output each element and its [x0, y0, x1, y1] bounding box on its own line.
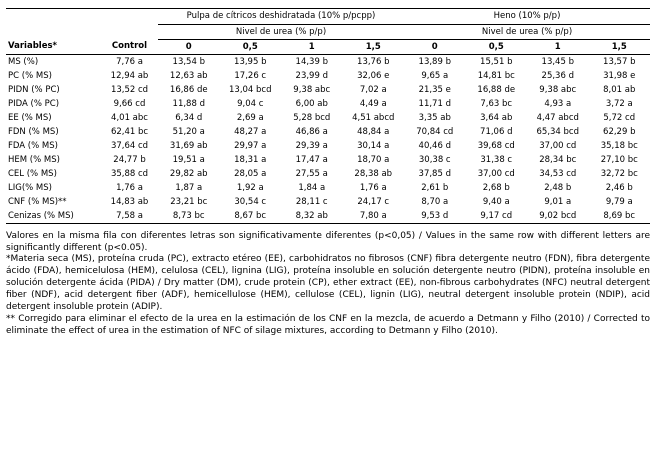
- column-header-urea-15: 1,5: [343, 39, 405, 54]
- footnote-correction: ** Corregido para eliminar el efecto de la urea en la estimación de los CNF en la mezcla, de acuerdo a Detmann y Filho (2010) / Corrected to eliminate the effect of urea in the estimation of NFC of silage mixtures, according to Detmann y Filho (2010).: [6, 313, 650, 336]
- data-cell: 27,55 a: [295, 168, 328, 179]
- footnotes: [6, 231, 650, 338]
- data-cell: 27,10 bc: [600, 154, 638, 165]
- table-row: [6, 69, 650, 83]
- data-cell: 3,35 ab: [418, 112, 451, 123]
- data-cell: 17,47 a: [295, 154, 328, 165]
- data-cell: 9,66 cd: [113, 98, 146, 109]
- data-cell: 39,68 cd: [477, 140, 515, 151]
- variable-name: PIDN (% PC): [8, 84, 60, 95]
- table-row: [6, 83, 650, 97]
- data-cell: 9,02 bcd: [527, 209, 589, 224]
- variable-name: FDA (% MS): [8, 140, 58, 151]
- data-cell: 16,86 de: [169, 84, 208, 95]
- data-cell: 9,40 a: [482, 196, 510, 207]
- data-cell: 7,80 a: [343, 209, 405, 224]
- data-cell: 9,79 a: [605, 196, 633, 207]
- data-cell: 29,82 ab: [169, 168, 208, 179]
- variable-name: MS (%): [8, 56, 39, 67]
- data-cell: 1,92 a: [236, 182, 264, 193]
- data-cell: 32,06 e: [357, 70, 390, 81]
- table-row: [6, 139, 650, 153]
- data-cell: 1,87 a: [175, 182, 203, 193]
- data-cell: 15,51 b: [480, 56, 513, 67]
- data-cell: 28,38 ab: [354, 168, 393, 179]
- data-cell: 16,88 de: [477, 84, 516, 95]
- data-cell: 13,95 b: [234, 56, 267, 67]
- table-row: [6, 195, 650, 209]
- footnote-significance: Valores en la misma fila con diferentes letras son significativamente diferentes (p<0,05) / Values in the same row with different letters are significantly different (p<0.05).: [6, 230, 650, 253]
- data-cell: 18,70 a: [357, 154, 390, 165]
- data-cell: 8,73 bc: [158, 209, 220, 224]
- data-cell: 23,99 d: [295, 70, 328, 81]
- variable-name: CEL (% MS): [8, 168, 57, 179]
- data-cell: 7,76 a: [116, 56, 143, 67]
- data-cell: 65,34 bcd: [536, 126, 579, 137]
- data-cell: 70,84 cd: [416, 126, 454, 137]
- data-cell: 5,72 cd: [603, 112, 636, 123]
- data-cell: 62,29 b: [603, 126, 636, 137]
- data-cell: 9,17 cd: [466, 209, 528, 224]
- data-cell: 29,97 a: [234, 140, 267, 151]
- data-cell: 29,39 a: [295, 140, 328, 151]
- data-cell: 14,81 bc: [477, 70, 515, 81]
- data-cell: 5,28 bcd: [293, 112, 331, 123]
- data-cell: 37,00 cd: [539, 140, 577, 151]
- footnote-abbreviations: *Materia seca (MS), proteína cruda (PC), extracto etéreo (EE), carbohidratos no fibrosos (CNF) fibra detergente neutro (FDN), fibra detergente ácido (FDA), hemicelulosa (HEM), celulosa (CEL), lignina (LIG), proteína insoluble en solución detergente neutro (PIDN), proteína insoluble en solución detergente ácida (PIDA) / Dry matter (DM), crude protein (CP), ether extract (EE), non-fibrous carbohydrates (NFC) neutral detergent fiber (NDF), acid detergent fiber (ADF), hemicellulose (HEM), cellulose (CEL), lignin (LIG), neutral detergent insoluble protein (NDIP), acid detergent insoluble protein (ADIP).: [6, 254, 650, 312]
- data-cell: 31,38 c: [480, 154, 513, 165]
- urea-level-header-pulpa: Nivel de urea (% p/p): [158, 24, 404, 39]
- urea-header-row: [6, 24, 650, 39]
- data-cell: 21,35 e: [418, 84, 451, 95]
- data-cell: 13,04 bcd: [229, 84, 272, 95]
- data-cell: 4,49 a: [359, 98, 387, 109]
- data-cell: 71,06 d: [480, 126, 513, 137]
- table-row: [6, 125, 650, 139]
- table-row: [6, 97, 650, 111]
- data-cell: 9,04 c: [237, 98, 264, 109]
- data-cell: 4,93 a: [544, 98, 572, 109]
- data-cell: 13,54 b: [172, 56, 205, 67]
- data-cell: 28,34 bc: [539, 154, 577, 165]
- column-header-urea-05: 0,5: [220, 39, 282, 54]
- data-cell: 9,53 d: [404, 209, 466, 224]
- data-cell: 35,18 bc: [600, 140, 638, 151]
- data-cell: 48,84 a: [357, 126, 390, 137]
- data-cell: 18,31 a: [234, 154, 267, 165]
- data-cell: 46,86 a: [295, 126, 328, 137]
- data-cell: 3,72 a: [605, 98, 633, 109]
- group-header-pulpa: Pulpa de cítricos deshidratada (10% p/pcpp): [158, 9, 404, 25]
- column-header-control: Control: [101, 39, 158, 54]
- results-table: [6, 8, 650, 224]
- table-head: [6, 9, 650, 55]
- data-cell: 6,34 d: [175, 112, 203, 123]
- data-cell: 2,46 b: [605, 182, 633, 193]
- data-cell: 48,27 a: [234, 126, 267, 137]
- data-cell: 9,38 abc: [293, 84, 331, 95]
- blank-cell: [6, 9, 158, 25]
- data-cell: 9,01 a: [544, 196, 572, 207]
- data-cell: 19,51 a: [172, 154, 205, 165]
- data-cell: 9,65 a: [421, 70, 449, 81]
- data-cell: 2,48 b: [544, 182, 572, 193]
- urea-level-header-heno: Nivel de urea (% p/p): [404, 24, 650, 39]
- data-cell: 14,39 b: [295, 56, 328, 67]
- column-header-row: [6, 39, 650, 54]
- data-cell: 7,02 a: [359, 84, 387, 95]
- data-cell: 14,83 ab: [110, 196, 149, 207]
- table-row: [6, 181, 650, 195]
- column-header-urea-1: 1: [281, 39, 343, 54]
- data-cell: 17,26 c: [234, 70, 267, 81]
- data-cell: 9,38 abc: [539, 84, 577, 95]
- variable-name: PIDA (% PC): [8, 98, 60, 109]
- data-cell: 13,57 b: [603, 56, 636, 67]
- data-cell: 31,69 ab: [169, 140, 208, 151]
- variable-name: LIG(% MS): [8, 182, 52, 193]
- data-cell: 23,21 bc: [170, 196, 208, 207]
- data-cell: 8,69 bc: [589, 209, 651, 224]
- data-cell: 51,20 a: [172, 126, 205, 137]
- blank-cell: [6, 24, 158, 39]
- data-cell: 35,88 cd: [110, 168, 149, 179]
- data-cell: 13,89 b: [418, 56, 451, 67]
- data-cell: 62,41 bc: [110, 126, 149, 137]
- data-cell: 32,72 bc: [600, 168, 638, 179]
- column-header-urea-1: 1: [527, 39, 589, 54]
- table-row: [6, 153, 650, 167]
- data-cell: 2,61 b: [421, 182, 449, 193]
- data-cell: 8,32 ab: [281, 209, 343, 224]
- variable-name: PC (% MS): [8, 70, 52, 81]
- column-header-variables: Variables*: [6, 39, 101, 54]
- variable-name: Cenizas (% MS): [6, 209, 101, 224]
- data-cell: 1,84 a: [298, 182, 326, 193]
- table-body: [6, 54, 650, 223]
- data-cell: 8,67 bc: [220, 209, 282, 224]
- data-cell: 4,51 abcd: [352, 112, 395, 123]
- table-row: [6, 209, 650, 224]
- data-cell: 13,76 b: [357, 56, 390, 67]
- data-cell: 31,98 e: [603, 70, 636, 81]
- data-cell: 4,47 abcd: [536, 112, 579, 123]
- data-cell: 12,94 ab: [110, 70, 149, 81]
- data-cell: 8,70 a: [421, 196, 449, 207]
- data-cell: 30,38 c: [418, 154, 451, 165]
- data-cell: 37,85 d: [418, 168, 451, 179]
- data-cell: 30,54 c: [234, 196, 267, 207]
- table-row: [6, 167, 650, 181]
- column-header-urea-0: 0: [158, 39, 220, 54]
- data-cell: 7,58 a: [101, 209, 158, 224]
- data-cell: 40,46 d: [418, 140, 451, 151]
- data-cell: 24,17 c: [357, 196, 390, 207]
- data-cell: 30,14 a: [357, 140, 390, 151]
- table-row: [6, 111, 650, 125]
- group-header-heno: Heno (10% p/p): [404, 9, 650, 25]
- column-header-urea-05: 0,5: [466, 39, 528, 54]
- data-cell: 8,01 ab: [603, 84, 636, 95]
- data-cell: 37,64 cd: [110, 140, 149, 151]
- data-cell: 6,00 ab: [295, 98, 328, 109]
- data-cell: 25,36 d: [541, 70, 574, 81]
- data-cell: 11,88 d: [172, 98, 205, 109]
- data-cell: 4,01 abc: [111, 112, 148, 123]
- variable-name: CNF (% MS)**: [8, 196, 67, 207]
- column-header-urea-0: 0: [404, 39, 466, 54]
- data-cell: 1,76 a: [116, 182, 143, 193]
- variable-name: EE (% MS): [8, 112, 52, 123]
- data-cell: 2,68 b: [482, 182, 510, 193]
- variable-name: FDN (% MS): [8, 126, 59, 137]
- data-cell: 37,00 cd: [477, 168, 515, 179]
- column-header-urea-15: 1,5: [589, 39, 651, 54]
- data-cell: 7,63 bc: [480, 98, 513, 109]
- data-cell: 11,71 d: [418, 98, 451, 109]
- data-cell: 28,05 a: [234, 168, 267, 179]
- data-cell: 12,63 ab: [169, 70, 208, 81]
- data-cell: 1,76 a: [359, 182, 387, 193]
- variable-name: HEM (% MS): [8, 154, 60, 165]
- data-cell: 24,77 b: [113, 154, 146, 165]
- data-cell: 34,53 cd: [539, 168, 577, 179]
- group-header-row: [6, 9, 650, 25]
- data-cell: 13,52 cd: [110, 84, 149, 95]
- data-cell: 13,45 b: [541, 56, 574, 67]
- table-row: [6, 54, 650, 69]
- data-cell: 28,11 c: [295, 196, 328, 207]
- data-cell: 3,64 ab: [480, 112, 513, 123]
- data-cell: 2,69 a: [236, 112, 264, 123]
